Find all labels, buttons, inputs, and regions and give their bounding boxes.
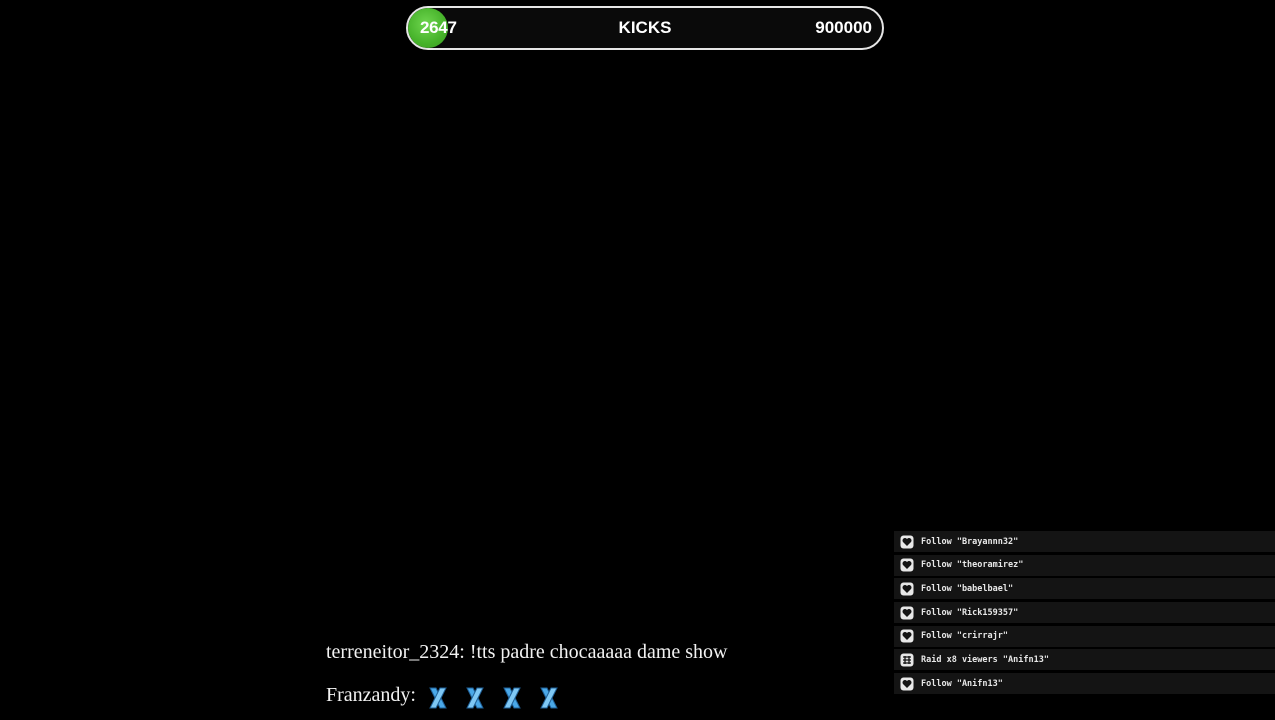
- event-text: Follow "crirrajr": [921, 631, 1008, 642]
- heart-icon: [900, 582, 914, 596]
- event-item: [894, 673, 1275, 694]
- heart-icon: [900, 535, 914, 549]
- event-item: [894, 531, 1275, 552]
- goal-label: KICKS: [618, 18, 672, 37]
- x-emote-icon: [499, 685, 525, 711]
- event-text: Follow "Brayannn32": [921, 536, 1019, 547]
- goal-current-value: 2647: [420, 18, 457, 37]
- event-item: [894, 555, 1275, 576]
- chat-emotes: [425, 680, 568, 712]
- recent-events-list: [894, 531, 1275, 697]
- heart-icon: [900, 677, 914, 691]
- chat-message: [326, 679, 886, 711]
- chat-message-text: terreneitor_2324: !tts padre chocaaaaa dame show: [326, 641, 728, 663]
- x-emote-icon: [425, 685, 451, 711]
- event-text: Follow "babelbael": [921, 583, 1014, 594]
- chat-message-text: Franzandy:: [326, 684, 416, 706]
- goal-target-value: 900000: [815, 18, 872, 37]
- raid-icon: [900, 653, 914, 667]
- heart-icon: [900, 558, 914, 572]
- event-text: Follow "Rick159357": [921, 607, 1019, 618]
- event-text: Follow "theoramirez": [921, 560, 1024, 571]
- chat-message: [326, 636, 886, 668]
- heart-icon: [900, 629, 914, 643]
- event-item: [894, 649, 1275, 670]
- event-text: Raid x8 viewers "Anifn13": [921, 654, 1049, 665]
- event-item: [894, 578, 1275, 599]
- kicks-goal-bar: [406, 6, 884, 50]
- event-item: [894, 626, 1275, 647]
- x-emote-icon: [462, 685, 488, 711]
- heart-icon: [900, 606, 914, 620]
- x-emote-icon: [536, 685, 562, 711]
- event-text: Follow "Anifn13": [921, 678, 1003, 689]
- event-item: [894, 602, 1275, 623]
- chat-overlay: [326, 636, 886, 720]
